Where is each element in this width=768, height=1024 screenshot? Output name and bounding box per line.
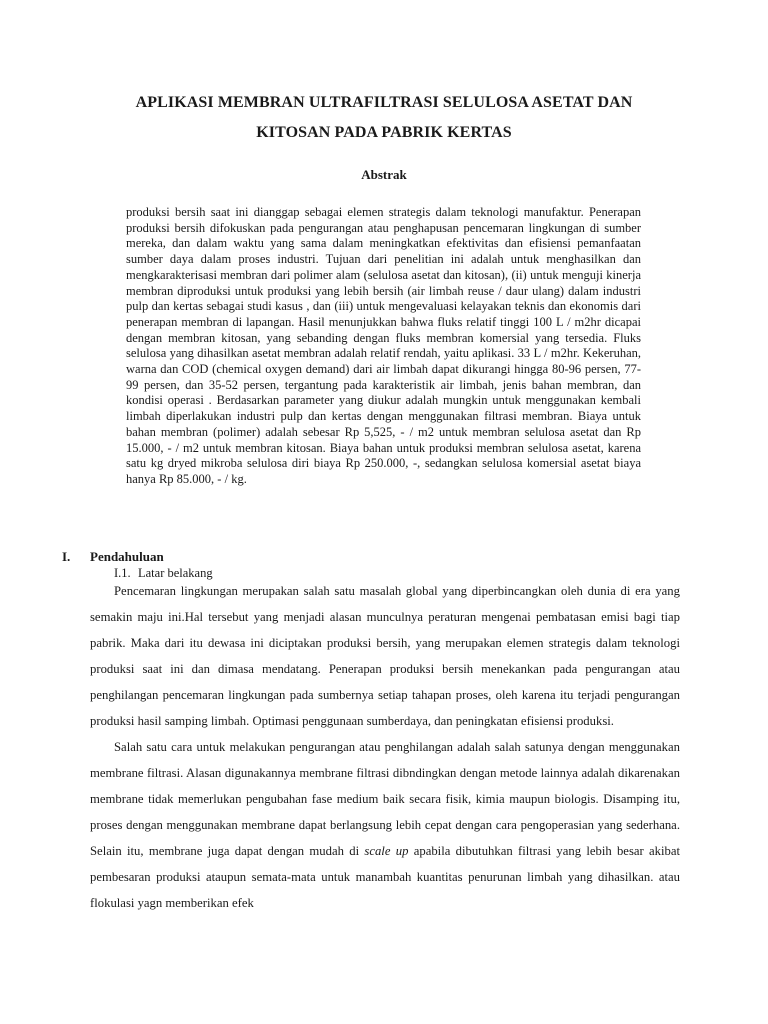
subsection-number: I.1.: [114, 566, 131, 580]
abstract-heading: Abstrak: [361, 167, 407, 182]
paragraph-2-text-start: Salah satu cara untuk melakukan pengurangan atau penghilangan adalah salah satunya dengan menggunakan membrane filtrasi. Alasan digunakannya membrane filtrasi dibndingkan dengan metode lainnya adalah dikarenakan membrane tidak memerlukan pengubahan fase medium baik secara fisik, kimia maupun biologis. Disamping itu, proses dengan menggunakan membrane dapat berlangsung lebih cepat dengan cara pengoperasian yang sederhana. Selain itu, membrane juga dapat dengan mudah di: [90, 740, 680, 858]
body-paragraph-2: [90, 734, 680, 916]
document-title-line2: KITOSAN PADA PABRIK KERTAS: [256, 124, 512, 141]
paragraph-2-text-end: apabila dibutuhkan filtrasi yang lebih besar akibat pembesaran produksi ataupun semata-mata untuk manambah kuantitas penurunan limbah yang dihasilkan. atau flokulasi yagn memberikan efek: [90, 844, 681, 910]
body-paragraph-1: Pencemaran lingkungan merupakan salah satu masalah global yang diperbincangkan oleh dunia di era yang semakin maju ini.Hal tersebut yang menjadi alasan munculnya peraturan mengenai pembatasan emisi bagi tiap pabrik. Maka dari itu dewasa ini diciptakan produksi bersih, yang merupakan elemen strategis dalam teknologi produksi saat ini dan dimasa mendatang. Penerapan produksi bersih menekankan pada pengurangan atau penghilangan pencemaran lingkungan pada sumbernya setiap tahapan proses, oleh karena itu terjadi pengurangan produksi hasil samping limbah. Optimasi penggunaan sumberdaya, dan peningkatan efisiensi produksi.: [90, 584, 680, 728]
abstract-body: produksi bersih saat ini dianggap sebagai elemen strategis dalam teknologi manufaktur. Penerapan produksi bersih difokuskan pada pengurangan atau penghapusan pencemaran lingkungan di sumber mereka, dan dalam waktu yang sama dalam meningkatkan efektivitas dan efisiensi pemanfaatan sumber daya dalam proses industri. Tujuan dari penelitian ini adalah untuk menghasilkan dan mengkarakterisasi membran dari polimer alam (selulosa asetat dan kitosan), (ii) untuk menguji kinerja membran diproduksi untuk produksi yang lebih bersih (air limbah reuse / daur ulang) dalam industri pulp dan kertas sebagai studi kasus , dan (iii) untuk mengevaluasi kelayakan teknis dan ekonomis dari penerapan membran di lapangan. Hasil menunjukkan bahwa fluks relatif tinggi 100 L / m2hr dicapai dengan membran kitosan, yang sebanding dengan fluks membran komersial yang tersedia. Fluks selulosa yang dihasilkan asetat membran adalah relatif rendah, yaitu aplikasi. 33 L / m2hr. Kekeruhan, warna dan COD (chemical oxygen demand) dari air limbah dapat dikurangi hingga 80-96 persen, 77-99 persen, dan 35-52 persen, tergantung pada karakteristik air limbah, jenis bahan membran, dan kondisi operasi . Berdasarkan parameter yang diukur adalah mungkin untuk menggunakan kembali limbah diperlakukan industri pulp dan kertas dengan menggunakan filtrasi membran. Biaya untuk bahan membran (polimer) adalah sebesar Rp 5,525, - / m2 untuk membran selulosa asetat dan Rp 15.000, - / m2 untuk membran kitosan. Biaya bahan untuk produksi membran selulosa asetat, karena satu kg dryed mikroba selulosa diri biaya Rp 250.000, -, sedangkan selulosa komersial asetat biaya hanya Rp 85.000, - / kg.: [126, 205, 641, 486]
subsection-title: Latar belakang: [138, 566, 213, 580]
document-title-line1: APLIKASI MEMBRAN ULTRAFILTRASI SELULOSA ASETAT DAN: [135, 94, 633, 111]
section-title: Pendahuluan: [90, 549, 164, 564]
italic-term: scale up: [364, 844, 409, 858]
section-heading: [62, 549, 164, 565]
section-number: I.: [62, 549, 71, 564]
